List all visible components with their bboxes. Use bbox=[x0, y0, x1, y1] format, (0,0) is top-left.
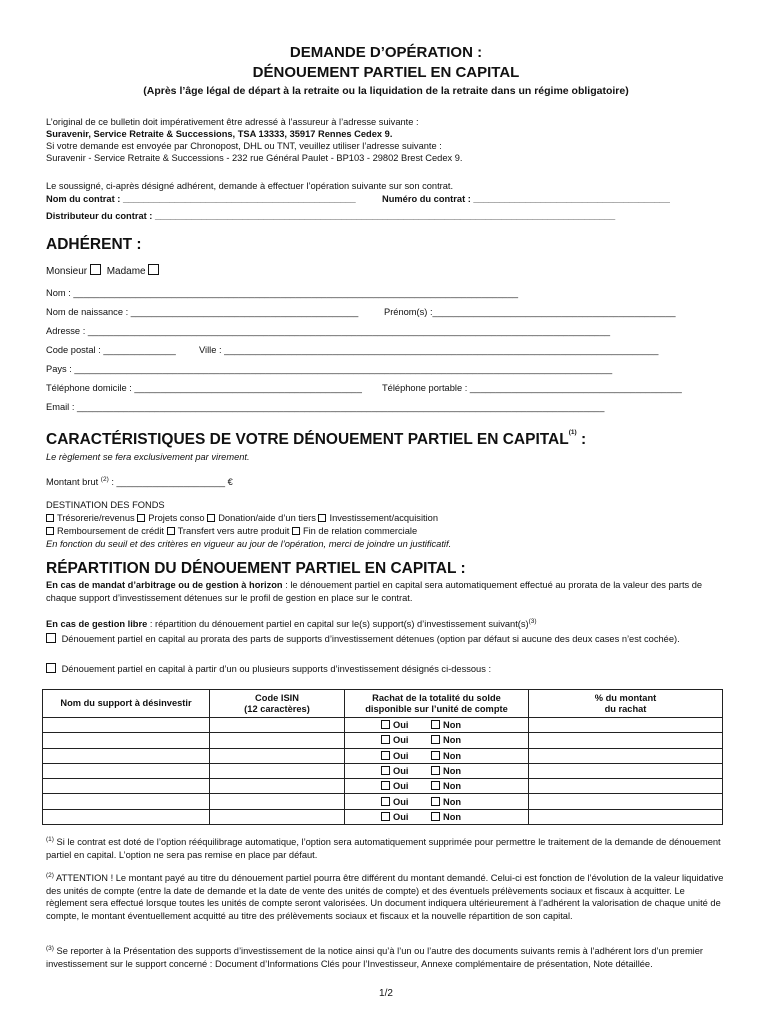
oui-checkbox[interactable] bbox=[381, 751, 390, 760]
montant-brut-field[interactable] bbox=[46, 476, 233, 488]
option-prorata-checkbox[interactable] bbox=[46, 633, 56, 643]
support-name-cell[interactable] bbox=[43, 763, 210, 778]
adherent-heading: ADHÉRENT : bbox=[46, 236, 142, 253]
mandat-text: : le dénouement partiel en capital sera automatiquement effectué au prorata de la valeur des parts de chaque support d’investissement détenues sur le profil de gestion en place sur le contrat. bbox=[46, 580, 703, 603]
oui-label: Oui bbox=[393, 766, 409, 777]
isin-cell[interactable] bbox=[210, 748, 345, 763]
oui-checkbox[interactable] bbox=[381, 735, 390, 744]
montant-brut-blank: : _____________________ € bbox=[108, 477, 233, 487]
oui-option[interactable] bbox=[381, 751, 431, 761]
destination-row-2 bbox=[46, 525, 417, 537]
intro-line-1: L’original de ce bulletin doit impérativement être adressé à l’assureur à l’adresse suivante : bbox=[46, 117, 419, 127]
ville-field[interactable]: Ville : ____________________________________________________________________________________ bbox=[199, 345, 659, 355]
dest-fin-relation-checkbox[interactable] bbox=[292, 527, 300, 535]
option-designes bbox=[46, 663, 724, 676]
oui-option[interactable] bbox=[381, 766, 431, 776]
oui-option[interactable] bbox=[381, 812, 431, 822]
non-label: Non bbox=[443, 735, 462, 746]
isin-cell[interactable] bbox=[210, 809, 345, 824]
caracteristiques-heading-text: CARACTÉRISTIQUES DE VOTRE DÉNOUEMENT PARTIEL EN CAPITAL bbox=[46, 431, 569, 448]
page-number: 1/2 bbox=[379, 988, 393, 999]
oui-label: Oui bbox=[393, 781, 409, 792]
oui-option[interactable] bbox=[381, 797, 431, 807]
header-isin: Code ISIN (12 caractères) bbox=[210, 690, 345, 718]
non-checkbox[interactable] bbox=[431, 781, 440, 790]
libre-text: : répartition du dénouement partiel en capital sur le(s) support(s) d’investissement suivant(s) bbox=[147, 619, 529, 629]
civility-row bbox=[46, 264, 162, 278]
dest-remboursement-label: Remboursement de crédit bbox=[57, 526, 164, 536]
footnote-2-text: ATTENTION ! Le montant payé au titre du dénouement partiel pourra être différent du montant demandé. Celui-ci est fonction de l’évolution de la valeur liquidative des unités de compte (entre la date de demande et la date de vente des unités de compte) et des éventuels prélèvements sociaux et fiscaux à acquitter. Le règlement sera effectué lorsque toutes les unités de compte seront valorisées. Un document indiquera ultérieurement à l’adhérent la valorisation de chaque unité de compte, le montant éventuellement acquitté au titre des prélèvements sociaux et fiscaux et la nouvelle répartition de son capital. bbox=[46, 873, 724, 921]
oui-checkbox[interactable] bbox=[381, 781, 390, 790]
table-row bbox=[43, 748, 723, 763]
form-subtitle: (Après l’âge légal de départ à la retraite ou la liquidation de la retraite dans un régime obligatoire) bbox=[143, 85, 629, 97]
option-designes-text: Dénouement partiel en capital à partir d’un ou plusieurs supports d’investissement désignés ci-dessous : bbox=[61, 664, 492, 674]
isin-cell[interactable] bbox=[210, 794, 345, 809]
destination-note: En fonction du seuil et des critères en vigueur au jour de l’opération, merci de joindre un justificatif. bbox=[46, 539, 452, 549]
reglement-note: Le règlement se fera exclusivement par virement. bbox=[46, 452, 250, 462]
non-option[interactable] bbox=[431, 812, 461, 822]
header-pourcentage: % du montant du rachat bbox=[529, 690, 723, 718]
support-name-cell[interactable] bbox=[43, 718, 210, 733]
dest-projets-checkbox[interactable] bbox=[137, 514, 145, 522]
dest-projets-label: Projets conso bbox=[148, 513, 205, 523]
rachat-total-cell bbox=[345, 809, 529, 824]
non-option[interactable] bbox=[431, 781, 461, 791]
table-row bbox=[43, 794, 723, 809]
pourcentage-cell[interactable] bbox=[529, 718, 723, 733]
non-option[interactable] bbox=[431, 751, 461, 761]
footnote-1-text: Si le contrat est doté de l’option rééquilibrage automatique, l’option sera automatiquement supprimée pour permettre le traitement de la demande de dénouement partiel en capital. L’option ne sera pas remise en place par défaut. bbox=[46, 837, 721, 860]
non-option[interactable] bbox=[431, 735, 461, 745]
mandat-bold: En cas de mandat d’arbitrage ou de gestion à horizon bbox=[46, 580, 283, 590]
footnote-2-sup: (2) bbox=[46, 872, 54, 879]
table-row bbox=[43, 763, 723, 778]
oui-label: Oui bbox=[393, 811, 409, 822]
adresse-field[interactable]: Adresse : _____________________________________________________________________________________________________ bbox=[46, 326, 611, 336]
non-checkbox[interactable] bbox=[431, 797, 440, 806]
non-label: Non bbox=[443, 781, 462, 792]
support-name-cell[interactable] bbox=[43, 748, 210, 763]
non-label: Non bbox=[443, 720, 462, 731]
rachat-total-cell bbox=[345, 794, 529, 809]
support-name-cell[interactable] bbox=[43, 809, 210, 824]
non-label: Non bbox=[443, 811, 462, 822]
dest-tresorerie-checkbox[interactable] bbox=[46, 514, 54, 522]
dest-tresorerie-label: Trésorerie/revenus bbox=[57, 513, 135, 523]
rachat-total-cell bbox=[345, 733, 529, 748]
oui-checkbox[interactable] bbox=[381, 766, 390, 775]
header-rachat: Rachat de la totalité du solde disponible sur l’unité de compte bbox=[345, 690, 529, 718]
table-row bbox=[43, 779, 723, 794]
oui-checkbox[interactable] bbox=[381, 812, 390, 821]
non-label: Non bbox=[443, 796, 462, 807]
non-checkbox[interactable] bbox=[431, 735, 440, 744]
montant-brut-sup: (2) bbox=[100, 476, 109, 483]
contract-name-field[interactable]: Nom du contrat : _____________________________________________ bbox=[46, 194, 356, 204]
supports-table bbox=[42, 689, 723, 825]
destination-row-1 bbox=[46, 512, 438, 524]
rachat-total-cell bbox=[345, 718, 529, 733]
isin-cell[interactable] bbox=[210, 779, 345, 794]
dest-fin-relation-label: Fin de relation commerciale bbox=[302, 526, 418, 536]
form-title-line2: DÉNOUEMENT PARTIEL EN CAPITAL bbox=[252, 64, 520, 81]
footnote-1-sup: (1) bbox=[46, 836, 54, 843]
libre-bold: En cas de gestion libre bbox=[46, 619, 148, 629]
footnote-1 bbox=[46, 836, 724, 861]
code-postal-field[interactable]: Code postal : ______________ bbox=[46, 345, 176, 355]
dest-investissement-label: Investissement/acquisition bbox=[329, 513, 439, 523]
non-checkbox[interactable] bbox=[431, 720, 440, 729]
dest-remboursement-checkbox[interactable] bbox=[46, 527, 54, 535]
footnote-3-sup: (3) bbox=[46, 945, 54, 952]
support-name-cell[interactable] bbox=[43, 794, 210, 809]
table-row bbox=[43, 809, 723, 824]
repartition-heading: RÉPARTITION DU DÉNOUEMENT PARTIEL EN CAPITAL : bbox=[46, 560, 466, 577]
nom-field[interactable]: Nom : ______________________________________________________________________________________ bbox=[46, 288, 519, 298]
email-field[interactable]: Email : ______________________________________________________________________________________________________ bbox=[46, 402, 605, 412]
dest-transfert-checkbox[interactable] bbox=[167, 527, 175, 535]
table-row bbox=[43, 733, 723, 748]
non-option[interactable] bbox=[431, 797, 461, 807]
footnote-3 bbox=[46, 945, 724, 970]
oui-option[interactable] bbox=[381, 720, 431, 730]
destination-title: DESTINATION DES FONDS bbox=[46, 500, 165, 510]
oui-label: Oui bbox=[393, 796, 409, 807]
dest-transfert-label: Transfert vers autre produit bbox=[177, 526, 290, 536]
intro-line-4: Suravenir - Service Retraite & Successions - 232 rue Général Paulet - BP103 - 29802 Brest Cedex 9. bbox=[46, 153, 463, 163]
intro-line-3: Si votre demande est envoyée par Chronopost, DHL ou TNT, veuillez utiliser l’adresse suivante : bbox=[46, 141, 442, 151]
oui-checkbox[interactable] bbox=[381, 720, 390, 729]
libre-sup: (3) bbox=[528, 618, 537, 625]
caracteristiques-heading bbox=[46, 431, 586, 449]
dest-donation-checkbox[interactable] bbox=[207, 514, 215, 522]
rachat-total-cell bbox=[345, 763, 529, 778]
distributor-field[interactable]: Distributeur du contrat : _________________________________________________________________________________________ bbox=[46, 211, 616, 221]
table-body bbox=[43, 718, 723, 825]
non-option[interactable] bbox=[431, 720, 461, 730]
rachat-total-cell bbox=[345, 748, 529, 763]
tel-domicile-field[interactable]: Téléphone domicile : ____________________________________________ bbox=[46, 383, 362, 393]
contract-number-field[interactable]: Numéro du contrat : ______________________________________ bbox=[382, 194, 670, 204]
mandat-paragraph bbox=[46, 579, 724, 604]
oui-option[interactable] bbox=[381, 781, 431, 791]
pays-field[interactable]: Pays : ________________________________________________________________________________________________________ bbox=[46, 364, 613, 374]
table-row bbox=[43, 718, 723, 733]
isin-cell[interactable] bbox=[210, 763, 345, 778]
nom-naissance-field[interactable]: Nom de naissance : ____________________________________________ bbox=[46, 307, 359, 317]
non-checkbox[interactable] bbox=[431, 751, 440, 760]
dest-donation-label: Donation/aide d’un tiers bbox=[218, 513, 316, 523]
pourcentage-cell[interactable] bbox=[529, 809, 723, 824]
prenom-field[interactable]: Prénom(s) :_______________________________________________ bbox=[384, 307, 676, 317]
monsieur-checkbox[interactable] bbox=[90, 264, 101, 275]
pourcentage-cell[interactable] bbox=[529, 733, 723, 748]
support-name-cell[interactable] bbox=[43, 733, 210, 748]
footnote-3-text: Se reporter à la Présentation des supports d’investissement de la notice ainsi qu’à l’un ou l’autre des documents suivants remis à l’adhérent lors d’un premier investissement sur le support concerné : Document d’Informations Clés pour l’Investisseur, Annexe complémentaire de présentation, Note détaillée. bbox=[46, 946, 704, 969]
non-label: Non bbox=[443, 750, 462, 761]
caracteristiques-heading-tail: : bbox=[576, 431, 587, 448]
oui-label: Oui bbox=[393, 735, 409, 746]
oui-option[interactable] bbox=[381, 735, 431, 745]
non-label: Non bbox=[443, 766, 462, 777]
option-designes-checkbox[interactable] bbox=[46, 663, 56, 673]
non-option[interactable] bbox=[431, 766, 461, 776]
form-title-line1: DEMANDE D’OPÉRATION : bbox=[289, 44, 483, 61]
monsieur-label: Monsieur bbox=[46, 266, 88, 277]
oui-label: Oui bbox=[393, 720, 409, 731]
non-checkbox[interactable] bbox=[431, 812, 440, 821]
isin-cell[interactable] bbox=[210, 718, 345, 733]
oui-checkbox[interactable] bbox=[381, 797, 390, 806]
intro-line-5: Le soussigné, ci-après désigné adhérent, demande à effectuer l’opération suivante sur son contrat. bbox=[46, 181, 454, 191]
header-support: Nom du support à désinvestir bbox=[43, 690, 210, 718]
isin-cell[interactable] bbox=[210, 733, 345, 748]
gestion-libre-line bbox=[46, 618, 537, 630]
option-prorata bbox=[46, 633, 724, 646]
footnote-2 bbox=[46, 872, 724, 922]
dest-investissement-checkbox[interactable] bbox=[318, 514, 326, 522]
madame-label: Madame bbox=[106, 266, 146, 277]
support-name-cell[interactable] bbox=[43, 779, 210, 794]
oui-label: Oui bbox=[393, 750, 409, 761]
pourcentage-cell[interactable] bbox=[529, 748, 723, 763]
rachat-total-cell bbox=[345, 779, 529, 794]
montant-brut-label: Montant brut bbox=[46, 477, 99, 487]
intro-line-2: Suravenir, Service Retraite & Successions, TSA 13333, 35917 Rennes Cedex 9. bbox=[46, 129, 393, 139]
non-checkbox[interactable] bbox=[431, 766, 440, 775]
option-prorata-text: Dénouement partiel en capital au prorata des parts de supports d’investissement détenues (option par défaut si aucune des deux cases n’est cochée). bbox=[61, 634, 680, 644]
pourcentage-cell[interactable] bbox=[529, 794, 723, 809]
madame-checkbox[interactable] bbox=[148, 264, 159, 275]
pourcentage-cell[interactable] bbox=[529, 779, 723, 794]
caracteristiques-heading-sup: (1) bbox=[568, 429, 577, 436]
table-header-row bbox=[43, 690, 723, 718]
tel-portable-field[interactable]: Téléphone portable : _________________________________________ bbox=[382, 383, 682, 393]
pourcentage-cell[interactable] bbox=[529, 763, 723, 778]
